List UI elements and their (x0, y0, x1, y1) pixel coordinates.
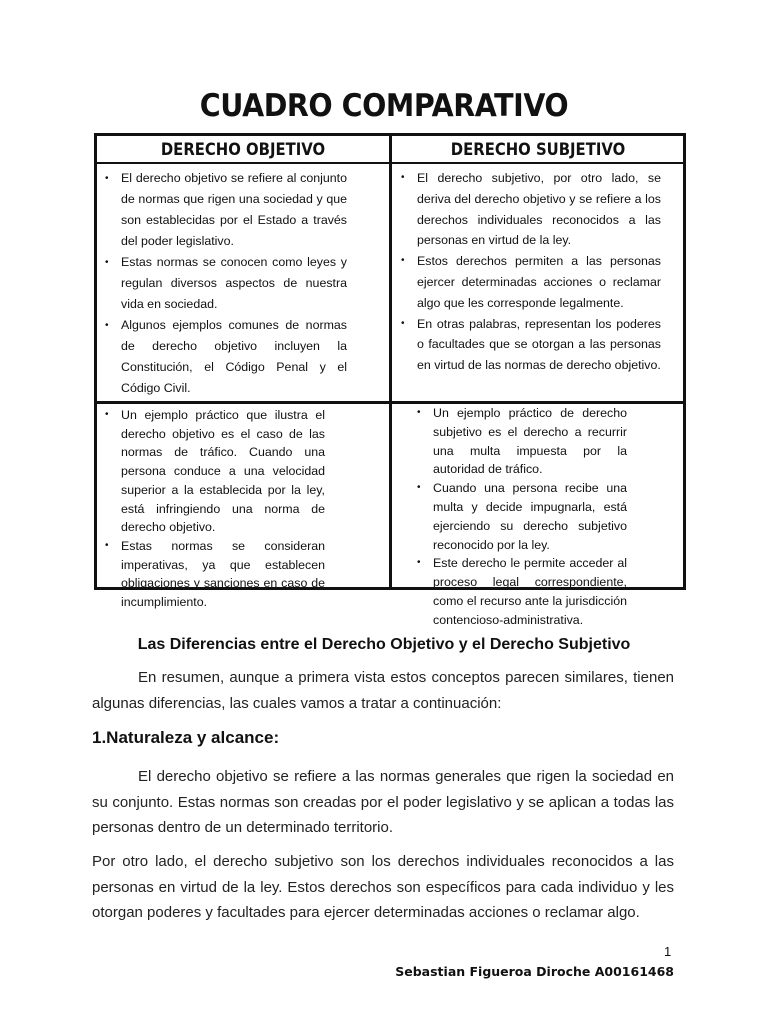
list-item-text: El derecho subjetivo, por otro lado, se deriva del derecho objetivo y se refiere a los derechos individuales reconocidos a las personas en virtud de la ley. (417, 171, 661, 248)
comparison-table (94, 133, 686, 627)
body-paragraph-objetivo: El derecho objetivo se refiere a las normas generales que rigen la sociedad en su conjunto. Estas normas son creadas por el poder legislativo y se aplican a todas las personas dentro de un determinado territorio. (92, 768, 674, 836)
list-item-text: Algunos ejemplos comunes de normas de derecho objetivo incluyen la Constitución, el Código Penal y el Código Civil. (121, 318, 347, 395)
list-item-text: Un ejemplo práctico que ilustra el derecho objetivo es el caso de las normas de tráfico. Cuando una persona conduce a una velocidad superior a la establecida por la ley, está infringiendo una norma de derecho objetivo. (121, 408, 325, 535)
section-title: Las Diferencias entre el Derecho Objetivo y el Derecho Subjetivo (137, 636, 631, 653)
document-title: CUADRO COMPARATIVO (199, 88, 569, 124)
table-header-divider (97, 162, 683, 164)
bullet-icon: • (105, 320, 109, 331)
bullet-icon: • (417, 407, 421, 418)
list-item-text: Cuando una persona recibe una multa y decide impugnarla, está ejerciendo su derecho subjetivo reconocido por la ley. (433, 481, 627, 552)
bullet-icon: • (105, 257, 109, 268)
list-item-text: Estas normas se consideran imperativas, ya que establecen obligaciones y sanciones en caso de incumplimiento. (121, 538, 325, 610)
list-item-text: Este derecho le permite acceder al proceso legal correspondiente, como el recurso ante la jurisdicción contencioso-administrativa. (433, 556, 627, 627)
table-cell-subjetivo-definition (399, 168, 661, 376)
list-item (415, 479, 627, 554)
author-footer: Sebastian Figueroa Diroche A00161468 (395, 964, 674, 979)
list-item (103, 252, 347, 315)
list-item (415, 404, 627, 479)
list-item (103, 315, 347, 399)
table-column-divider (389, 136, 392, 587)
body-paragraph-subjetivo: Por otro lado, el derecho subjetivo son los derechos individuales reconocidos a las personas en virtud de la ley. Estos derechos son específicos para cada individuo y les otorgan poderes y facultades para ejercer determinadas acciones o reclamar algo. (92, 853, 674, 921)
column-header-derecho-objetivo: DERECHO OBJETIVO (160, 140, 326, 159)
list-item-text: El derecho objetivo se refiere al conjunto de normas que rigen una sociedad y que son establecidas por el Estado a través del poder legislativo. (121, 171, 347, 248)
list-item-text: Un ejemplo práctico de derecho subjetivo es el derecho a recurrir una multa impuesta por la autoridad de tráfico. (433, 406, 627, 477)
bullet-icon: • (401, 255, 405, 267)
list-item (399, 168, 661, 251)
list-item-text: En otras palabras, representan los poderes o facultades que se otorgan a las personas en virtud de las normas de derecho objetivo. (417, 316, 661, 373)
list-item (399, 314, 661, 376)
bullet-icon: • (105, 173, 109, 184)
list-item-text: Estos derechos permiten a las personas ejercer determinadas acciones o reclamar algo que les corresponde legalmente. (417, 254, 661, 310)
bullet-icon: • (105, 539, 109, 551)
list-item (103, 537, 325, 612)
list-item (103, 406, 325, 537)
list-item (415, 554, 627, 629)
table-cell-objetivo-definition (103, 168, 347, 399)
bullet-icon: • (417, 557, 421, 569)
intro-paragraph: En resumen, aunque a primera vista estos conceptos parecen similares, tienen algunas diferencias, las cuales vamos a tratar a continuación: (92, 669, 674, 712)
subsection-heading: 1.Naturaleza y alcance: (92, 728, 280, 747)
table-cell-objetivo-example (103, 406, 325, 612)
bullet-icon: • (105, 409, 109, 420)
column-header-derecho-subjetivo: DERECHO SUBJETIVO (450, 140, 626, 159)
bullet-icon: • (401, 317, 405, 329)
list-item (103, 168, 347, 252)
bullet-icon: • (417, 482, 421, 494)
page-number: 1 (664, 944, 672, 959)
list-item (399, 251, 661, 313)
bullet-icon: • (401, 172, 405, 183)
list-item-text: Estas normas se conocen como leyes y regulan diversos aspectos de nuestra vida en sociedad. (121, 255, 347, 311)
table-cell-subjetivo-example (415, 404, 627, 630)
